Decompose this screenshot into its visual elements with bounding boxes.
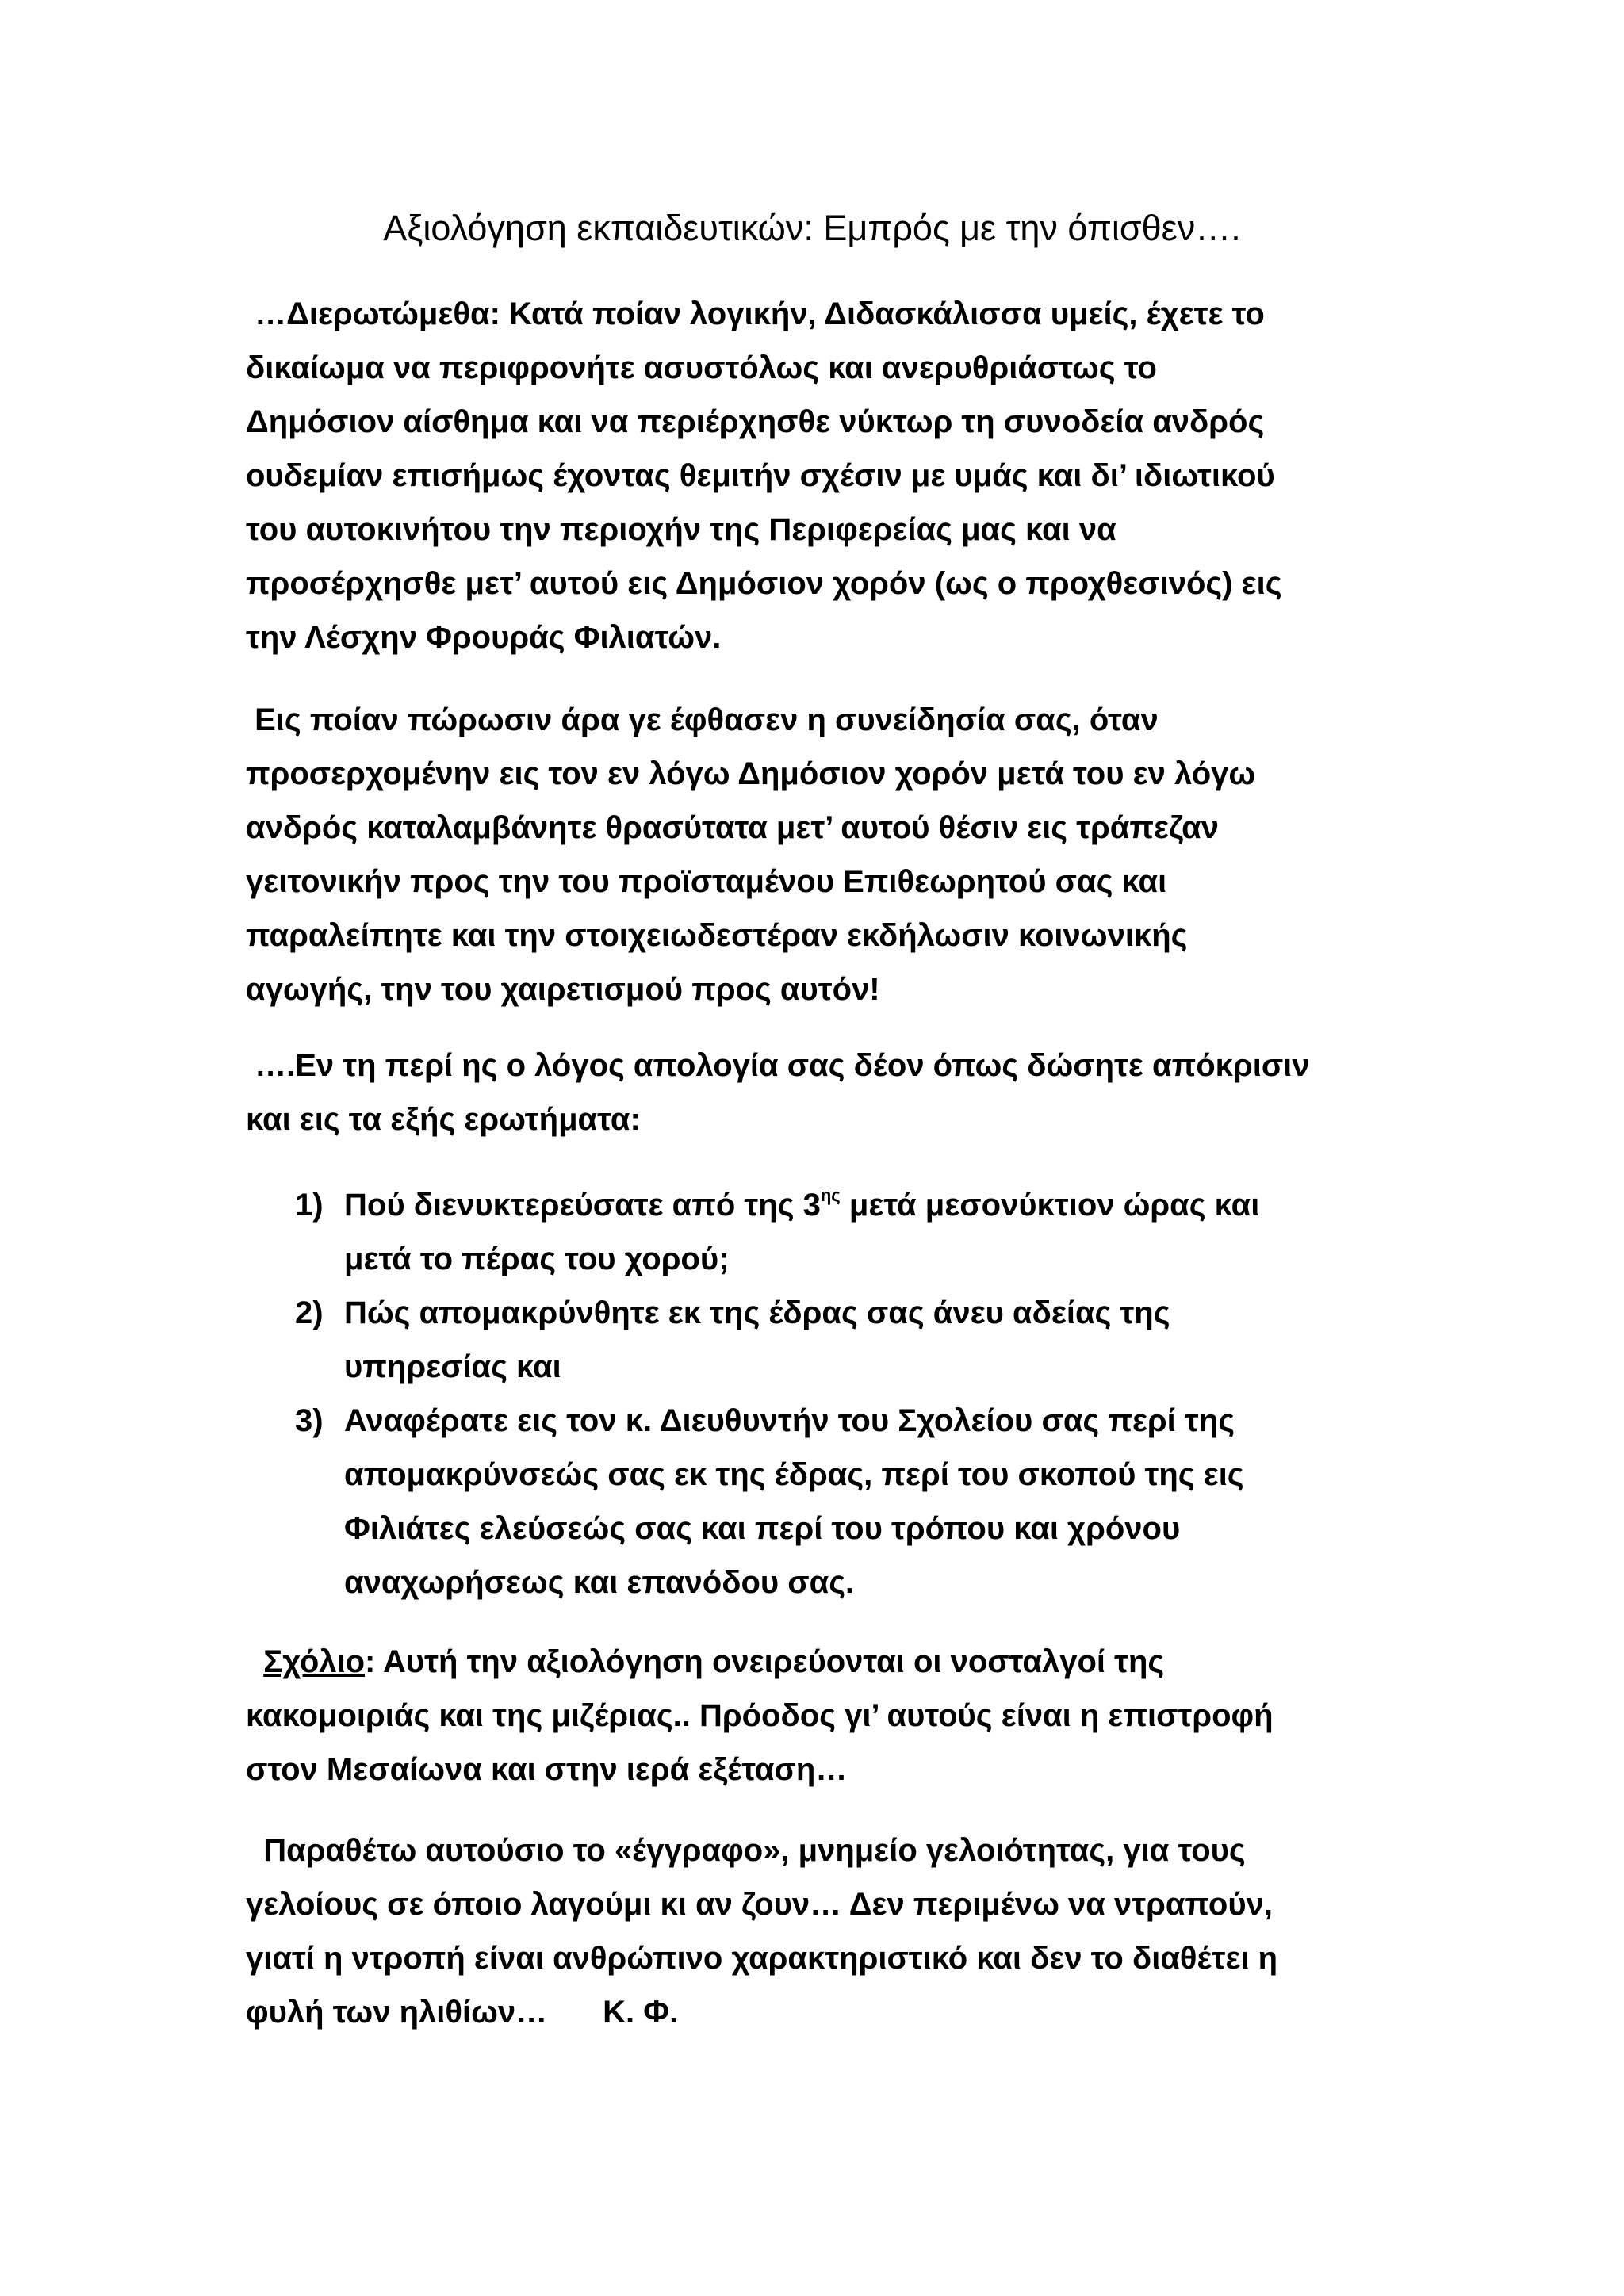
signature: Κ. Φ.: [603, 1995, 679, 2030]
comment-label: Σχόλιο: [263, 1644, 366, 1679]
text-line: [246, 1635, 1404, 1689]
text-line: γειτονικήν προς την του προϊσταμένου Επιθεωρητού σας και: [246, 864, 1167, 899]
text-line: στον Μεσαίωνα και στην ιερά εξέταση…: [246, 1752, 848, 1787]
text-line: Δημόσιον αίσθημα και να περιέρχησθε νύκτωρ τη συνοδεία ανδρός: [246, 404, 1265, 439]
text-line: υπηρεσίας και: [344, 1349, 561, 1384]
text-line: Φιλιάτες ελεύσεώς σας και περί του τρόπου και χρόνου: [344, 1511, 1181, 1546]
text-line: ανδρός καταλαμβάνητε θρασύτατα μετ’ αυτού θέσιν εις τράπεζαν: [246, 810, 1219, 845]
text-line: προσέρχησθε μετ’ αυτού εις Δημόσιον χορόν (ως ο προχθεσινός) εις: [246, 566, 1282, 601]
text-line: Παραθέτω αυτούσιο το «έγγραφο», μνημείο γελοιότητας, για τους: [246, 1833, 1246, 1868]
text-line: Αναφέρατε εις τον κ. Διευθυντήν του Σχολείου σας περί της: [344, 1403, 1235, 1438]
text-line: …Διερωτώμεθα: Κατά ποίαν λογικήν, Διδασκάλισσα υμείς, έχετε το: [246, 297, 1265, 331]
text-line: μετά το πέρας του χορού;: [344, 1242, 730, 1276]
paragraph-2: [246, 693, 1404, 1016]
list-number: 3): [295, 1403, 324, 1438]
text-line: [344, 1178, 1421, 1232]
list-item: [295, 1286, 1421, 1394]
text-segment: φυλή των ηλιθίων…: [246, 1995, 548, 2030]
text-line: ….Εν τη περί ης ο λόγος απολογία σας δέον όπως δώσητε απόκρισιν: [246, 1048, 1310, 1083]
questions-list: [295, 1178, 1421, 1609]
text-line: [246, 1985, 1404, 2039]
text-segment: Πού διενυκτερεύσατε από της 3: [344, 1188, 821, 1223]
text-line: κακομοιριάς και της μιζέριας.. Πρόοδος γι’ αυτούς είναι η επιστροφή: [246, 1698, 1274, 1733]
text-line: ουδεμίαν επισήμως έχοντας θεμιτήν σχέσιν με υμάς και δι’ ιδιωτικού: [246, 458, 1275, 493]
list-number: 1): [295, 1188, 324, 1223]
list-item: [295, 1178, 1421, 1286]
ordinal-suffix: ης: [820, 1185, 841, 1205]
text-line: Εις ποίαν πώρωσιν άρα γε έφθασεν η συνείδησία σας, όταν: [246, 702, 1159, 737]
text-line: δικαίωμα να περιφρονήτε ασυστόλως και ανερυθριάστως το: [246, 350, 1157, 385]
comment-paragraph: [246, 1635, 1404, 1797]
paragraph-3: [246, 1039, 1404, 1146]
text-line: γιατί η ντροπή είναι ανθρώπινο χαρακτηριστικό και δεν το διαθέτει η: [246, 1941, 1278, 1976]
text-line: του αυτοκινήτου την περιοχήν της Περιφερείας μας και να: [246, 512, 1116, 547]
text-line: προσερχομένην εις τον εν λόγω Δημόσιον χορόν μετά του εν λόγω: [246, 756, 1256, 791]
text-line: παραλείπητε και την στοιχειωδεστέραν εκδήλωσιν κοινωνικής: [246, 918, 1188, 953]
paragraph-1: [246, 287, 1404, 664]
text-segment: : Αυτή την αξιολόγηση ονειρεύονται οι νοσταλγοί της: [365, 1644, 1165, 1679]
text-line: την Λέσχην Φρουράς Φιλιατών.: [246, 620, 722, 655]
text-line: γελοίους σε όποιο λαγούμι κι αν ζουν… Δεν περιμένω να ντραπούν,: [246, 1887, 1273, 1922]
text-line: αναχωρήσεως και επανόδου σας.: [344, 1565, 855, 1600]
list-item: [295, 1394, 1421, 1609]
text-line: αγωγής, την του χαιρετισμού προς αυτόν!: [246, 972, 880, 1007]
list-number: 2): [295, 1295, 324, 1330]
text-line: Πώς απομακρύνθητε εκ της έδρας σας άνευ αδείας της: [344, 1295, 1170, 1330]
page-title: Αξιολόγηση εκπαιδευτικών: Εμπρός με την όπισθεν….: [383, 208, 1241, 248]
text-line: και εις τα εξής ερωτήματα:: [246, 1102, 641, 1137]
text-line: απομακρύνσεώς σας εκ της έδρας, περί του σκοπού της εις: [344, 1457, 1244, 1492]
text-segment: μετά μεσονύκτιον ώρας και: [840, 1188, 1260, 1223]
closing-paragraph: [246, 1823, 1404, 2039]
